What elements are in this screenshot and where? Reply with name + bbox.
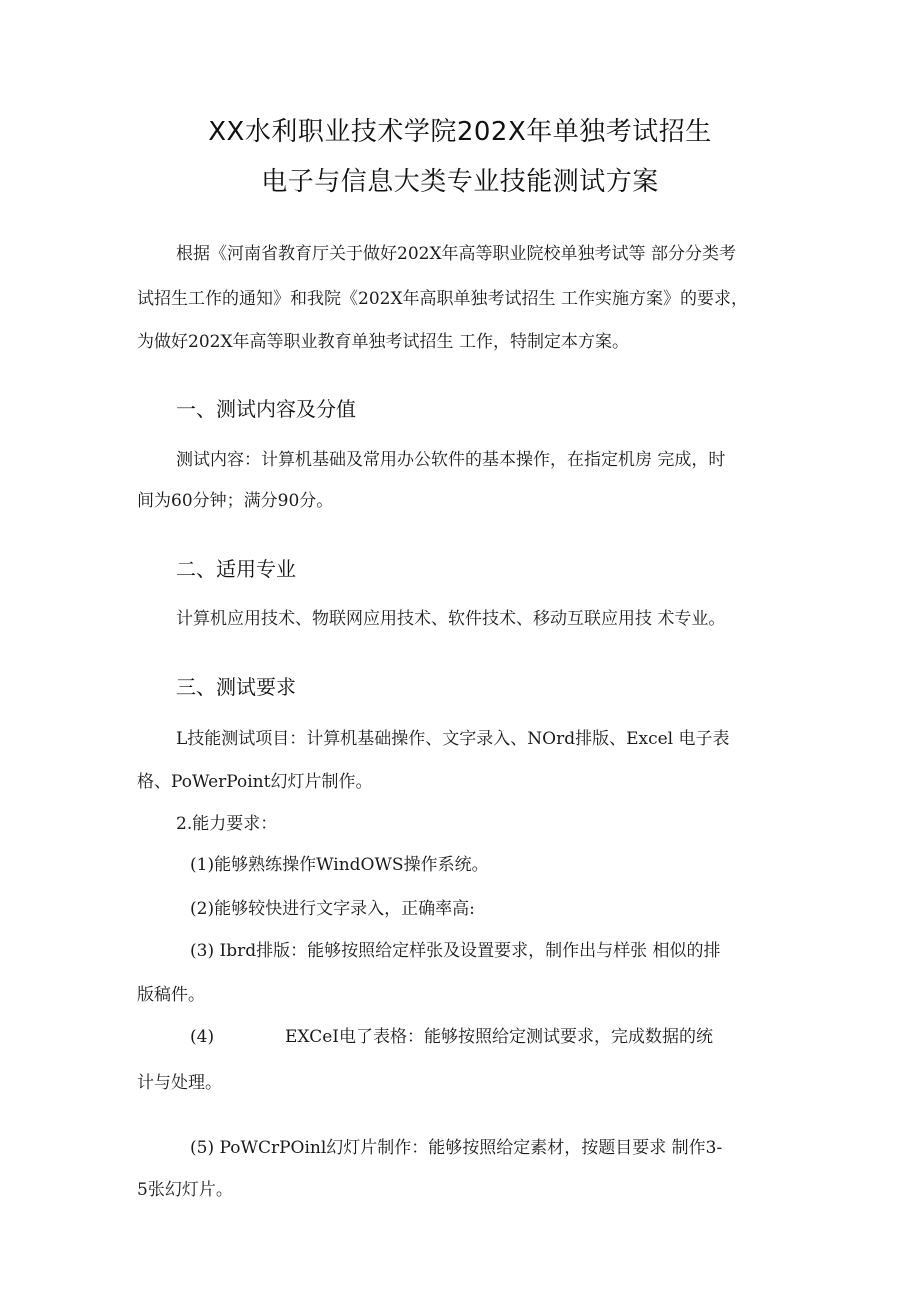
section3-item1-line1: L技能测试项目：计算机基础操作、文字录入、NOrd排版、Excel 电子表 (176, 729, 730, 749)
requirement-2: (2)能够较快进行文字录入，正确率高: (190, 899, 475, 919)
intro-line1: 根据《河南省教育厅关于做好202X年高等职业院校单独考试等 部分分类考 (176, 244, 736, 264)
requirement-4-text: EXCeI电了表格：能够按照给定测试要求，完成数据的统 (285, 1027, 713, 1047)
section2-heading: 二、适用专业 (176, 557, 296, 581)
section2-line1: 计算机应用技术、物联网应用技术、软件技术、移动互联应用技 术专业。 (176, 609, 726, 629)
requirement-1: (1)能够熟练操作WindOWS操作系统。 (190, 855, 489, 875)
requirement-3-line2: 版稿件。 (137, 985, 205, 1005)
section3-item1-line2: 格、PoWerPoint幻灯片制作。 (137, 772, 373, 792)
section3-heading: 三、测试要求 (176, 675, 296, 699)
requirement-5-line2: 5张幻灯片。 (137, 1180, 233, 1200)
document-title-line1: XX水利职业技术学院202X年单独考试招生 (208, 117, 712, 147)
section3-item2: 2.能力要求： (176, 814, 278, 834)
intro-line3: 为做好202X年高等职业教育单独考试招生 工作，特制定本方案。 (137, 332, 629, 352)
requirement-3-line1: (3) Ibrd排版：能够按照给定样张及设置要求，制作出与样张 相似的排 (190, 941, 721, 961)
section1-heading: 一、测试内容及分值 (176, 397, 356, 421)
intro-line2: 试招生工作的通知》和我院《202X年高职单独考试招生 工作实施方案》的要求， (137, 289, 748, 309)
section1-line2: 间为60分钟；满分90分。 (137, 491, 334, 511)
section1-line1: 测试内容：计算机基础及常用办公软件的基本操作，在指定机房 完成，时 (176, 450, 726, 470)
requirement-4-line2: 计与处理。 (137, 1073, 222, 1093)
requirement-4-number: (4) (190, 1027, 215, 1047)
requirement-5-line1: (5) PoWCrPOinl幻灯片制作：能够按照给定素材，按题目要求 制作3- (190, 1138, 723, 1158)
document-title-line2: 电子与信息大类专业技能测试方案 (261, 167, 659, 197)
